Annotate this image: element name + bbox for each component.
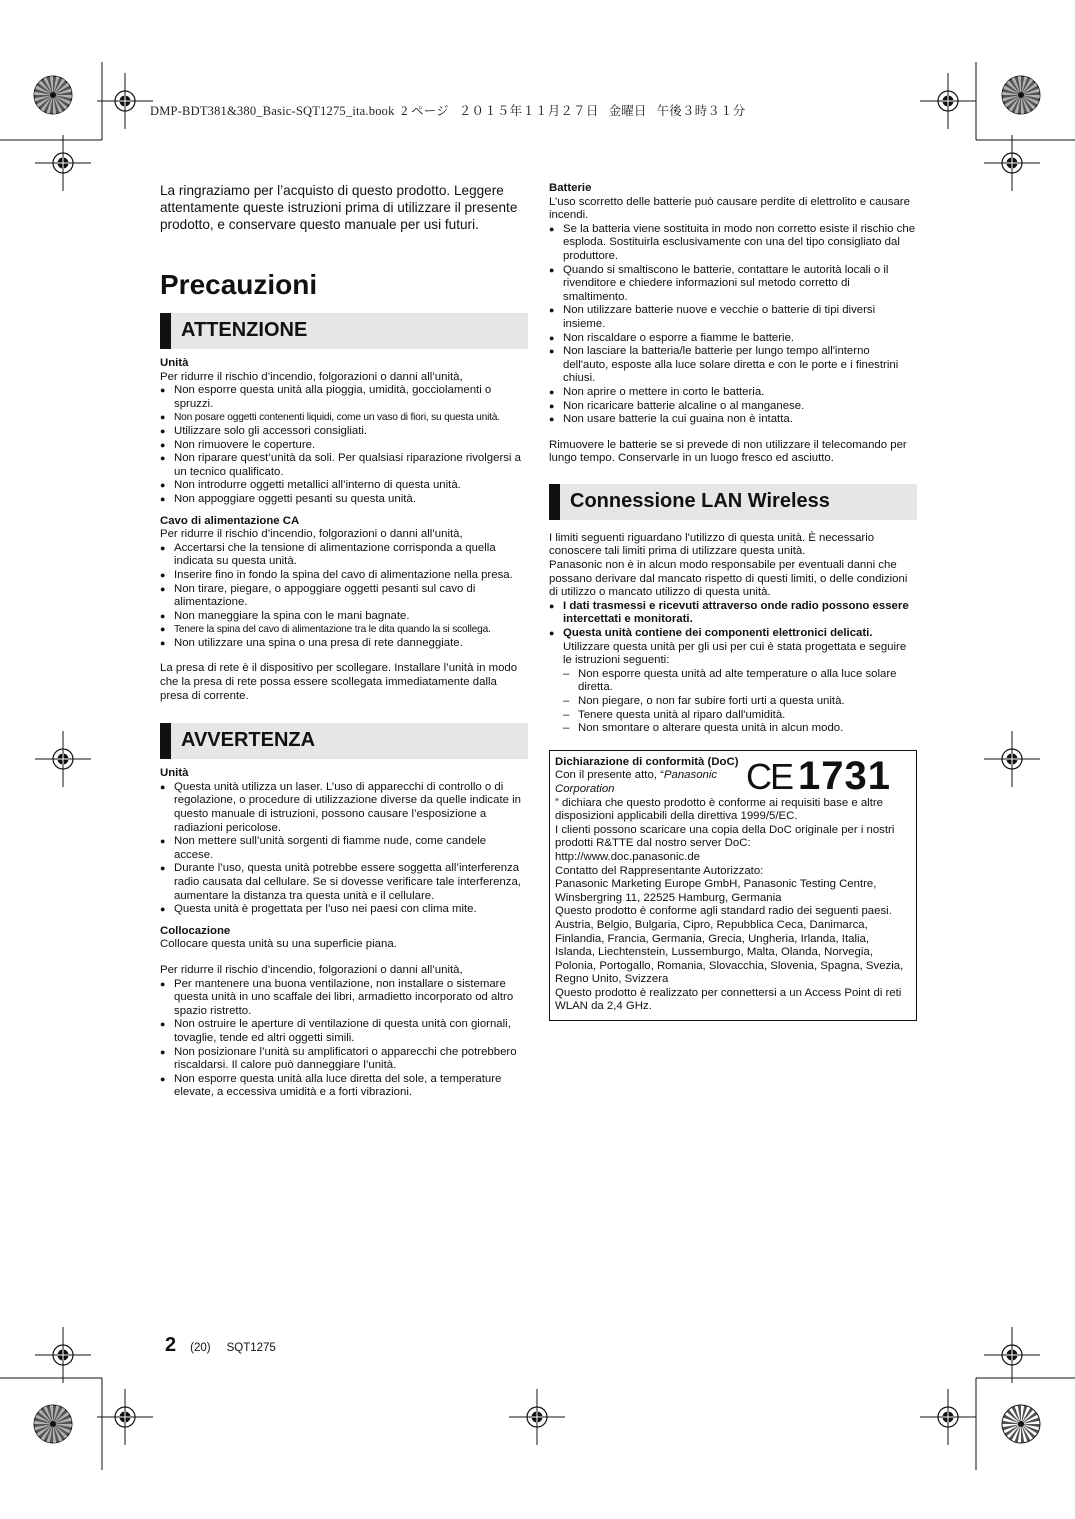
batterie-intro: L’uso scorretto delle batterie può causare perdite di elettrolito e causare incendi.	[549, 195, 910, 222]
list-item: ● Durante l’uso, questa unità potrebbe essere soggetta all’interferenza radio causata dal cellulare. Se si dovesse verificare tale interferenza, aumentare la distanza tra questa unità e il cellulare.	[160, 862, 528, 903]
section-heading-avvertenza	[160, 723, 528, 759]
heading-label: AVVERTENZA	[181, 729, 316, 752]
list-item: ● Inserire fino in fondo la spina del cavo di alimentazione nella presa.	[160, 569, 528, 583]
document-code: SQT1275	[226, 1342, 276, 1354]
star-target-center	[1018, 92, 1024, 98]
avvertenza-unita-list	[160, 781, 528, 917]
list-item: ● Non posare oggetti contenenti liquidi, come un vaso di fiori, su questa unità.	[160, 411, 528, 425]
lan-dash-list	[549, 668, 917, 736]
page-footer	[165, 1334, 292, 1357]
collocazione-list	[160, 978, 528, 1100]
cavo-list	[160, 542, 528, 651]
doc-company: Panasonic Corporation	[555, 769, 718, 795]
subheading-collocazione: Collocazione	[160, 924, 231, 937]
list-item: ● Non ricaricare batterie alcaline o al manganese.	[549, 400, 917, 414]
star-target-center	[1018, 1421, 1024, 1427]
header-filename: DMP-BDT381&380_Basic-SQT1275_ita.book	[150, 104, 395, 118]
dash-item: – Non esporre questa unità ad alte temperature o alla luce solare diretta.	[563, 668, 917, 695]
list-item: ● Questa unità è progettata per l’uso nei paesi con clima mite.	[160, 903, 528, 917]
list-item: ● Accertarsi che la tensione di alimentazione corrisponda a quella indicata su questa unità.	[160, 542, 528, 569]
list-item: ● Quando si smaltiscono le batterie, contattare le autorità locali o il rivenditore e chiedere informazioni sul metodo corretto di smaltimento.	[549, 264, 917, 305]
subheading-unita: Unità	[160, 767, 189, 780]
presa-note: La presa di rete è il dispositivo per scollegare. Installare l’unità in modo che la presa di rete possa essere scollegata immediatamente dalla presa di corrente.	[160, 662, 518, 702]
heading-bar	[160, 723, 171, 759]
list-item: ● Non posizionare l’unità su amplificatori o apparecchi che potrebbero riscaldarsi. Il calore può danneggiare l’unità.	[160, 1046, 528, 1073]
list-item: ● Non mettere sull’unità sorgenti di fiamme nude, come candele accese.	[160, 835, 528, 862]
header-weekday: 金曜日	[608, 104, 647, 118]
list-item: ● Utilizzare solo gli accessori consigliati.	[160, 425, 528, 439]
list-item: ● Non tirare, piegare, o appoggiare oggetti pesanti sul cavo di alimentazione.	[160, 583, 528, 610]
subheading-cavo: Cavo di alimentazione CA	[160, 514, 300, 527]
doc-head	[555, 756, 911, 797]
unita-list	[160, 384, 528, 506]
collocazione-text: Collocare questa unità su una superficie piana.	[160, 938, 397, 951]
list-item: ● Per mantenere una buona ventilazione, non installare o sistemare questa unità in uno scaffale dei libri, armadietto incorporato od altro spazio ristretto.	[160, 978, 528, 1019]
list-item: ● Non maneggiare la spina con le mani bagnate.	[160, 610, 528, 624]
doc-paragraph-2: I clienti possono scaricare una copia della DoC originale per i nostri prodotti R&TTE dal nostro server DoC:	[555, 823, 895, 850]
list-item: ● Non esporre questa unità alla luce diretta del sole, a temperature elevate, a eccessiva umidità e a forti vibrazioni.	[160, 1073, 528, 1100]
header-time: 午後３時３１分	[656, 104, 746, 118]
section-heading-attenzione	[160, 313, 528, 349]
subheading-batterie: Batterie	[549, 182, 592, 194]
list-item: ● Non esporre questa unità alla pioggia, umidità, gocciolamenti o spruzzi.	[160, 384, 528, 411]
doc-countries: Austria, Belgio, Bulgaria, Cipro, Repubblica Ceca, Danimarca, Finlandia, Francia, Germania, Grecia, Ungheria, Irlanda, Italia, Islanda, Liechtenstein, Lussemburgo, Malta, Olanda, Norvegia, Polonia, Portogallo, Romania, Slovacchia, Slovenia, Spagna, Svezia, Regno Unito, Svizzera	[555, 918, 904, 986]
print-header	[150, 101, 746, 119]
list-item-text: Utilizzare questa unità per gli usi per cui è stata progettata e seguire le istruzioni seguenti:	[563, 640, 907, 667]
doc-title: Dichiarazione di conformità (DoC)	[555, 755, 739, 768]
list-item: ● Non appoggiare oggetti pesanti su questa unità.	[160, 493, 528, 507]
page-number: 2	[165, 1334, 177, 1356]
subheading-unita: Unità	[160, 357, 189, 369]
ce-marking	[746, 754, 891, 799]
doc-line1-pre: Con il presente atto, “	[555, 769, 664, 782]
lan-list	[549, 600, 917, 668]
doc-paragraph-6: Questo prodotto è realizzato per connettersi a un Access Point di reti WLAN da 2,4 GHz.	[555, 986, 902, 1013]
doc-paragraph-5: Questo prodotto è conforme agli standard radio dei seguenti paesi.	[555, 905, 892, 918]
list-item: ● Non aprire o mettere in corto le batteria.	[549, 386, 917, 400]
cavo-intro: Per ridurre il rischio d’incendio, folgorazioni o danni all’unità,	[160, 528, 463, 541]
header-page: 2 ページ	[401, 104, 449, 118]
list-item: ● Non rimuovere le coperture.	[160, 439, 528, 453]
collocazione-intro: Per ridurre il rischio d’incendio, folgorazioni o danni all’unità,	[160, 963, 463, 976]
doc-declaration-box	[549, 750, 917, 1021]
heading-bar	[549, 484, 560, 520]
dash-item: – Non smontare o alterare questa unità in alcun modo.	[563, 722, 917, 736]
list-item: ● Tenere la spina del cavo di alimentazione tra le dita quando la si scollega.	[160, 623, 528, 637]
doc-line1-post: ” dichiara che questo prodotto è conforme ai requisiti base e altre disposizioni applicabili della direttiva 1999/5/EC.	[555, 796, 883, 823]
list-item: ● Non utilizzare una spina o una presa di rete danneggiate.	[160, 637, 528, 651]
heading-label: ATTENZIONE	[181, 319, 308, 342]
star-target-center	[50, 1421, 56, 1427]
star-target-center	[50, 92, 56, 98]
lan-paragraph-1: I limiti seguenti riguardano l'utilizzo di questa unità. È necessario conoscere tali limiti prima di utilizzare questa unità.	[549, 531, 875, 558]
sub-page-number: (20)	[190, 1342, 211, 1354]
list-item: ● Non ostruire le aperture di ventilazione di questa unità con giornali, tovaglie, tende ed altri oggetti simili.	[160, 1018, 528, 1045]
list-item: ● Se la batteria viene sostituita in modo non corretto esiste il rischio che esploda. Sostituirla esclusivamente con una del tipo consigliato dal produttore.	[549, 223, 917, 264]
doc-url: http://www.doc.panasonic.de	[555, 850, 701, 863]
left-column	[160, 182, 528, 1100]
dash-item: – Non piegare, o non far subire forti urti a questa unità.	[563, 695, 917, 709]
list-item: ● Non lasciare la batteria/le batterie per lungo tempo all'interno dell'auto, esposte alla luce solare diretta e con le porte e i finestrini chiusi.	[549, 345, 917, 386]
doc-paragraph-4: Panasonic Marketing Europe GmbH, Panasonic Testing Centre, Winsbergring 11, 22525 Hamburg, Germania	[555, 878, 877, 904]
batterie-list	[549, 223, 917, 427]
lan-paragraph-2: Panasonic non è in alcun modo responsabile per eventuali danni che possano derivare dal mancato rispetto di questi limiti, o delle condizioni di utilizzo o mancato utilizzo di questa unità.	[549, 559, 908, 599]
list-item: ● Non utilizzare batterie nuove e vecchie o batterie di tipi diversi insieme.	[549, 304, 917, 331]
doc-paragraph-3: Contatto del Rappresentante Autorizzato:	[555, 864, 764, 877]
ce-notified-body-number: 1731	[798, 754, 891, 799]
dash-item: – Tenere questa unità al riparo dall'umidità.	[563, 709, 917, 723]
list-item-bold: Questa unità contiene dei componenti elettronici delicati.	[563, 627, 873, 640]
list-item: ● Non riscaldare o esporre a fiamme le batterie.	[549, 332, 917, 346]
list-item: ● I dati trasmessi e ricevuti attraverso onde radio possono essere intercettati e monitorati.	[549, 600, 917, 627]
ce-logo-icon: CE	[746, 756, 793, 798]
doc-line1-start	[555, 769, 740, 796]
list-item: ● Non usare batterie la cui guaina non è intatta.	[549, 413, 917, 427]
list-item	[549, 627, 917, 668]
heading-bar	[160, 313, 171, 349]
page-title: Precauzioni	[160, 269, 318, 300]
header-date: ２０１５年１１月２７日	[458, 104, 599, 118]
batterie-note: Rimuovere le batterie se si prevede di non utilizzare il telecomando per lungo tempo. Conservarle in un luogo fresco ed asciutto.	[549, 438, 907, 465]
list-item: ● Questa unità utilizza un laser. L’uso di apparecchi di controllo o di regolazione, o procedure di utilizzazione diverse da quelle indicate in questo manuale di istruzioni, possono causare l’esposizione a radiazioni pericolose.	[160, 781, 528, 835]
section-heading-lan	[549, 484, 917, 520]
list-item: ● Non introdurre oggetti metallici all’interno di questa unità.	[160, 479, 528, 493]
intro-text: La ringraziamo per l’acquisto di questo prodotto. Leggere attentamente queste istruzioni prima di utilizzare il presente prodotto, e conservare questo manuale per usi futuri.	[160, 183, 518, 232]
right-column	[549, 182, 917, 1021]
heading-label: Connessione LAN Wireless	[570, 490, 830, 513]
doc-head-text	[555, 756, 740, 797]
list-item: ● Non riparare quest’unità da soli. Per qualsiasi riparazione rivolgersi a un tecnico qualificato.	[160, 452, 528, 479]
unita-intro: Per ridurre il rischio d’incendio, folgorazioni o danni all’unità,	[160, 370, 463, 383]
